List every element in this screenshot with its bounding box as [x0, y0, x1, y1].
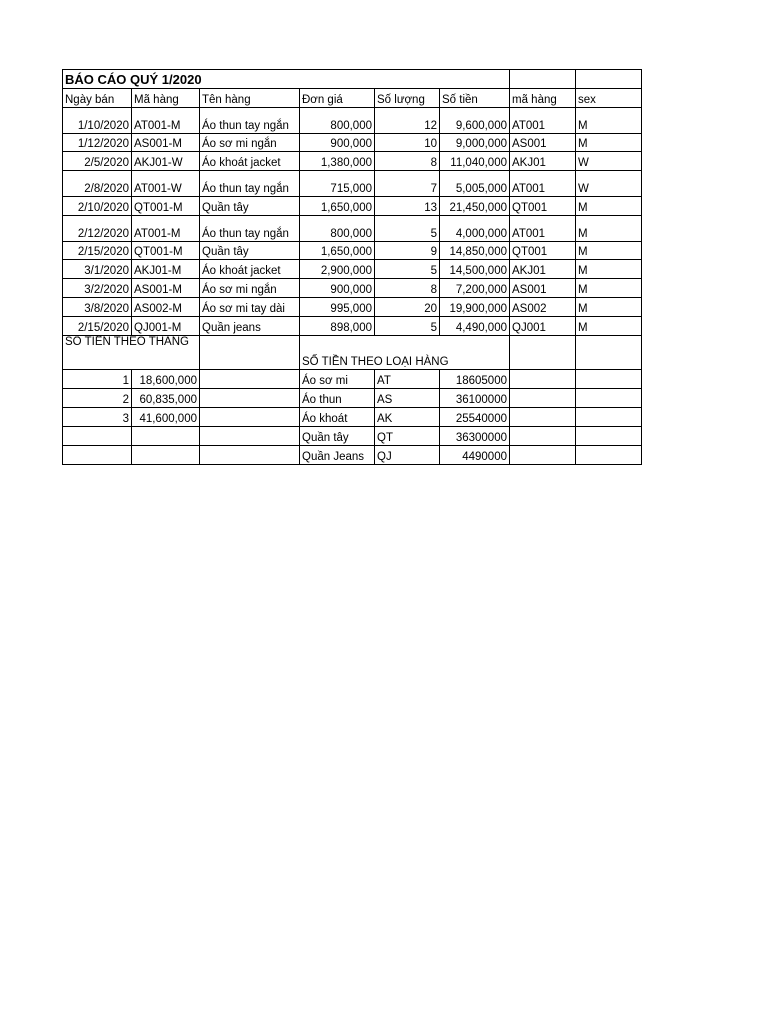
cell-code2[interactable]: QJ001: [510, 317, 576, 336]
cell-name[interactable]: Áo thun tay ngắn: [200, 108, 300, 134]
cell-date[interactable]: 2/15/2020: [63, 242, 132, 260]
cell-empty[interactable]: [510, 370, 576, 389]
cell-price[interactable]: 2,900,000: [300, 260, 375, 279]
header-amount[interactable]: Số tiền: [440, 89, 510, 108]
cell-empty[interactable]: [132, 446, 200, 465]
cell-sex[interactable]: M: [576, 298, 642, 317]
summary-label-row: [63, 336, 642, 370]
summary-row: [63, 370, 642, 389]
header-row: [63, 89, 642, 108]
header-code[interactable]: Mã hàng: [132, 89, 200, 108]
cell-sex[interactable]: M: [576, 242, 642, 260]
cell-qty[interactable]: 5: [375, 317, 440, 336]
cell-qty[interactable]: 20: [375, 298, 440, 317]
cell-price[interactable]: 800,000: [300, 108, 375, 134]
cell-price[interactable]: 900,000: [300, 279, 375, 298]
cell-code2[interactable]: AT001: [510, 216, 576, 242]
cell-empty[interactable]: [200, 389, 300, 408]
cell-date[interactable]: 2/15/2020: [63, 317, 132, 336]
cell-sex[interactable]: M: [576, 197, 642, 216]
table-row: [63, 216, 642, 242]
cell-date[interactable]: 1/10/2020: [63, 108, 132, 134]
cell-month[interactable]: 2: [63, 389, 132, 408]
cell-empty[interactable]: [510, 427, 576, 446]
title-row: [63, 70, 642, 89]
cell-empty[interactable]: [576, 446, 642, 465]
cell-code2[interactable]: AKJ01: [510, 260, 576, 279]
cell-name[interactable]: Áo sơ mi ngắn: [200, 279, 300, 298]
cell-type-name[interactable]: Áo khoát: [300, 408, 375, 427]
cell-date[interactable]: 3/1/2020: [63, 260, 132, 279]
cell-amount[interactable]: 14,500,000: [440, 260, 510, 279]
cell-amount[interactable]: 4,000,000: [440, 216, 510, 242]
cell-amount[interactable]: 9,000,000: [440, 134, 510, 152]
table-row: [63, 152, 642, 171]
cell-price[interactable]: 995,000: [300, 298, 375, 317]
table-row: [63, 171, 642, 197]
cell-month-amount[interactable]: 41,600,000: [132, 408, 200, 427]
cell-amount[interactable]: 21,450,000: [440, 197, 510, 216]
cell-empty[interactable]: [132, 427, 200, 446]
cell-name[interactable]: Áo thun tay ngắn: [200, 171, 300, 197]
header-price[interactable]: Đơn giá: [300, 89, 375, 108]
report-title[interactable]: BÁO CÁO QUÝ 1/2020: [63, 70, 510, 89]
cell-name[interactable]: Áo sơ mi ngắn: [200, 134, 300, 152]
cell-empty[interactable]: [200, 336, 300, 370]
cell-type-code[interactable]: AS: [375, 389, 440, 408]
cell-type-amount[interactable]: 36300000: [440, 427, 510, 446]
cell-code[interactable]: QT001-M: [132, 242, 200, 260]
cell-sex[interactable]: M: [576, 108, 642, 134]
cell-code[interactable]: AKJ01-W: [132, 152, 200, 171]
cell-sex[interactable]: M: [576, 216, 642, 242]
cell-month[interactable]: 1: [63, 370, 132, 389]
cell-price[interactable]: 898,000: [300, 317, 375, 336]
sales-report-table: [62, 69, 642, 465]
cell-type-name[interactable]: Áo thun: [300, 389, 375, 408]
cell-empty[interactable]: [200, 370, 300, 389]
cell-type-code[interactable]: QT: [375, 427, 440, 446]
cell-name[interactable]: Quần jeans: [200, 317, 300, 336]
cell-code[interactable]: QT001-M: [132, 197, 200, 216]
cell-empty[interactable]: [576, 336, 642, 370]
by-type-label[interactable]: SỐ TIỀN THEO LOẠI HÀNG: [300, 336, 510, 370]
cell-empty[interactable]: [510, 389, 576, 408]
table-row: [63, 242, 642, 260]
cell-code2[interactable]: AKJ01: [510, 152, 576, 171]
cell-month-amount[interactable]: 18,600,000: [132, 370, 200, 389]
cell-sex[interactable]: M: [576, 317, 642, 336]
cell-code[interactable]: AT001-M: [132, 108, 200, 134]
cell-amount[interactable]: 19,900,000: [440, 298, 510, 317]
cell-date[interactable]: 1/12/2020: [63, 134, 132, 152]
cell-empty[interactable]: [510, 336, 576, 370]
cell-type-amount[interactable]: 25540000: [440, 408, 510, 427]
cell-price[interactable]: 1,650,000: [300, 242, 375, 260]
cell-code[interactable]: AS001-M: [132, 134, 200, 152]
cell-type-amount[interactable]: 18605000: [440, 370, 510, 389]
table-row: [63, 260, 642, 279]
cell-type-name[interactable]: Quần tây: [300, 427, 375, 446]
table-row: [63, 298, 642, 317]
cell-code[interactable]: AS001-M: [132, 279, 200, 298]
cell-code2[interactable]: AT001: [510, 171, 576, 197]
cell-code2[interactable]: QT001: [510, 197, 576, 216]
cell-type-amount[interactable]: 4490000: [440, 446, 510, 465]
cell-date[interactable]: 3/8/2020: [63, 298, 132, 317]
cell-amount[interactable]: 11,040,000: [440, 152, 510, 171]
cell-amount[interactable]: 4,490,000: [440, 317, 510, 336]
cell-type-name[interactable]: Quần Jeans: [300, 446, 375, 465]
header-name[interactable]: Tên hàng: [200, 89, 300, 108]
cell-code[interactable]: QJ001-M: [132, 317, 200, 336]
cell-empty[interactable]: [576, 427, 642, 446]
cell-code2[interactable]: QT001: [510, 242, 576, 260]
summary-row: [63, 408, 642, 427]
header-date[interactable]: Ngày bán: [63, 89, 132, 108]
cell-code[interactable]: AS002-M: [132, 298, 200, 317]
header-sex[interactable]: sex: [576, 89, 642, 108]
cell-sex[interactable]: M: [576, 279, 642, 298]
cell-date[interactable]: 2/8/2020: [63, 171, 132, 197]
table-body: [63, 70, 642, 465]
cell-code2[interactable]: AT001: [510, 108, 576, 134]
cell-month-amount[interactable]: 60,835,000: [132, 389, 200, 408]
cell-date[interactable]: 3/2/2020: [63, 279, 132, 298]
cell-qty[interactable]: 10: [375, 134, 440, 152]
table-row: [63, 108, 642, 134]
cell-qty[interactable]: 12: [375, 108, 440, 134]
cell-code[interactable]: AT001-W: [132, 171, 200, 197]
cell-amount[interactable]: 14,850,000: [440, 242, 510, 260]
cell-qty[interactable]: 7: [375, 171, 440, 197]
cell-amount[interactable]: 5,005,000: [440, 171, 510, 197]
cell-price[interactable]: 1,650,000: [300, 197, 375, 216]
header-qty[interactable]: Số lượng: [375, 89, 440, 108]
cell-type-amount[interactable]: 36100000: [440, 389, 510, 408]
table-row: [63, 134, 642, 152]
cell-empty[interactable]: [576, 408, 642, 427]
cell-type-code[interactable]: QJ: [375, 446, 440, 465]
cell-qty[interactable]: 8: [375, 152, 440, 171]
cell-qty[interactable]: 5: [375, 260, 440, 279]
cell-amount[interactable]: 7,200,000: [440, 279, 510, 298]
cell-code2[interactable]: AS001: [510, 134, 576, 152]
summary-row: [63, 389, 642, 408]
cell-code2[interactable]: AS002: [510, 298, 576, 317]
cell-sex[interactable]: W: [576, 152, 642, 171]
cell-name[interactable]: Quần tây: [200, 197, 300, 216]
cell-type-name[interactable]: Áo sơ mi: [300, 370, 375, 389]
cell-type-code[interactable]: AK: [375, 408, 440, 427]
cell-price[interactable]: 1,380,000: [300, 152, 375, 171]
cell-qty[interactable]: 5: [375, 216, 440, 242]
cell-code[interactable]: AKJ01-M: [132, 260, 200, 279]
cell-price[interactable]: 900,000: [300, 134, 375, 152]
table-row: [63, 279, 642, 298]
table-row: [63, 197, 642, 216]
cell-amount[interactable]: 9,600,000: [440, 108, 510, 134]
cell-date[interactable]: 2/10/2020: [63, 197, 132, 216]
cell-name[interactable]: Áo thun tay ngắn: [200, 216, 300, 242]
cell-empty[interactable]: [63, 427, 132, 446]
cell-price[interactable]: 715,000: [300, 171, 375, 197]
cell-price[interactable]: 800,000: [300, 216, 375, 242]
cell-date[interactable]: 2/5/2020: [63, 152, 132, 171]
cell-name[interactable]: Áo khoát jacket: [200, 152, 300, 171]
table-row: [63, 317, 642, 336]
cell-code[interactable]: AT001-M: [132, 216, 200, 242]
cell-code2[interactable]: AS001: [510, 279, 576, 298]
cell-empty[interactable]: [576, 70, 642, 89]
cell-empty[interactable]: [63, 446, 132, 465]
cell-sex[interactable]: M: [576, 134, 642, 152]
cell-name[interactable]: Áo sơ mi tay dài: [200, 298, 300, 317]
cell-empty[interactable]: [510, 70, 576, 89]
cell-qty[interactable]: 9: [375, 242, 440, 260]
cell-empty[interactable]: [200, 427, 300, 446]
summary-row: [63, 446, 642, 465]
cell-empty[interactable]: [576, 370, 642, 389]
cell-qty[interactable]: 13: [375, 197, 440, 216]
by-month-label[interactable]: SỐ TIỀN THEO THÁNG: [63, 336, 200, 370]
cell-empty[interactable]: [510, 446, 576, 465]
cell-name[interactable]: Áo khoát jacket: [200, 260, 300, 279]
cell-empty[interactable]: [200, 408, 300, 427]
header-code2[interactable]: mã hàng: [510, 89, 576, 108]
cell-sex[interactable]: W: [576, 171, 642, 197]
cell-empty[interactable]: [200, 446, 300, 465]
cell-name[interactable]: Quần tây: [200, 242, 300, 260]
summary-row: [63, 427, 642, 446]
cell-date[interactable]: 2/12/2020: [63, 216, 132, 242]
cell-type-code[interactable]: AT: [375, 370, 440, 389]
cell-empty[interactable]: [576, 389, 642, 408]
cell-month[interactable]: 3: [63, 408, 132, 427]
cell-qty[interactable]: 8: [375, 279, 440, 298]
cell-sex[interactable]: M: [576, 260, 642, 279]
cell-empty[interactable]: [510, 408, 576, 427]
